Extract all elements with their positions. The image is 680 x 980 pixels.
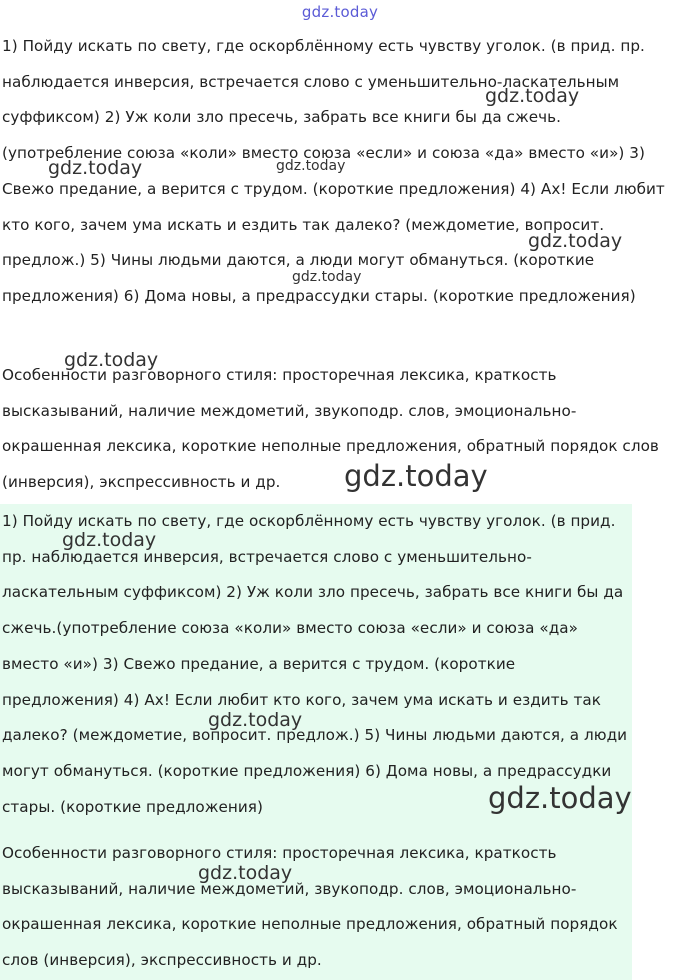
watermark: gdz.today (528, 230, 623, 252)
watermark: gdz.today (62, 529, 157, 551)
watermark: gdz.today (488, 781, 632, 815)
site-watermark-header: gdz.today (301, 3, 379, 21)
watermark: gdz.today (198, 862, 293, 884)
watermark: gdz.today (485, 85, 580, 107)
answer-paragraph-1: 1) Пойду искать по свету, где оскорблённому есть чувству уголок. (в прид. пр. наблюдается инверсия, встречается слово с уменьшительно-ласкательным суффиксом) 2) Уж коли зло пресечь, забрать все книги бы да сжечь. (употребление союза «коли» вместо союза «если» и союза «да» вместо «и») 3) Свежо предание, а верится с трудом. (короткие предложения) 4) Ах! Если любит кто кого, зачем ума искать и ездить так далеко? (междометие, вопросит. предлож.) 5) Чины людьми даются, а люди могут обмануться. (короткие предложения) 6) Дома новы, а предрассудки стары. (короткие предложения) (2, 37, 665, 305)
watermark: gdz.today (208, 709, 303, 731)
style-features-paragraph: Особенности разговорного стиля: просторечная лексика, краткость высказываний, наличие междометий, звукоподр. слов, эмоционально-окрашенная лексика, короткие неполные предложения, обратный порядок слов (инверсия), экспрессивность и др. (2, 366, 659, 492)
watermark: gdz.today (276, 158, 346, 174)
watermark: gdz.today (48, 157, 143, 179)
watermark: gdz.today (64, 349, 159, 371)
highlighted-answer-paragraph-1: 1) Пойду искать по свету, где оскорблённому есть чувству уголок. (в прид. пр. наблюдается инверсия, встречается слово с уменьшительно-ласкательным суффиксом) 2) Уж коли зло пресечь, забрать все книги бы да сжечь.(употребление союза «коли» вместо союза «если» и союза «да» вместо «и») 3) Свежо предание, а верится с трудом. (короткие предложения) 4) Ах! Если любит кто кого, зачем ума искать и ездить так далеко? (междометие, вопросит. предлож.) 5) Чины людьми даются, а люди могут обмануться. (короткие предложения) 6) Дома новы, а предрассудки стары. (короткие предложения) (2, 512, 628, 816)
highlighted-style-features-paragraph: Особенности разговорного стиля: просторечная лексика, краткость высказываний, наличие междометий, звукоподр. слов, эмоционально-окрашенная лексика, короткие неполные предложения, обратный порядок слов (инверсия), экспрессивность и др. (2, 844, 618, 970)
watermark: gdz.today (344, 459, 488, 493)
watermark: gdz.today (292, 269, 362, 285)
